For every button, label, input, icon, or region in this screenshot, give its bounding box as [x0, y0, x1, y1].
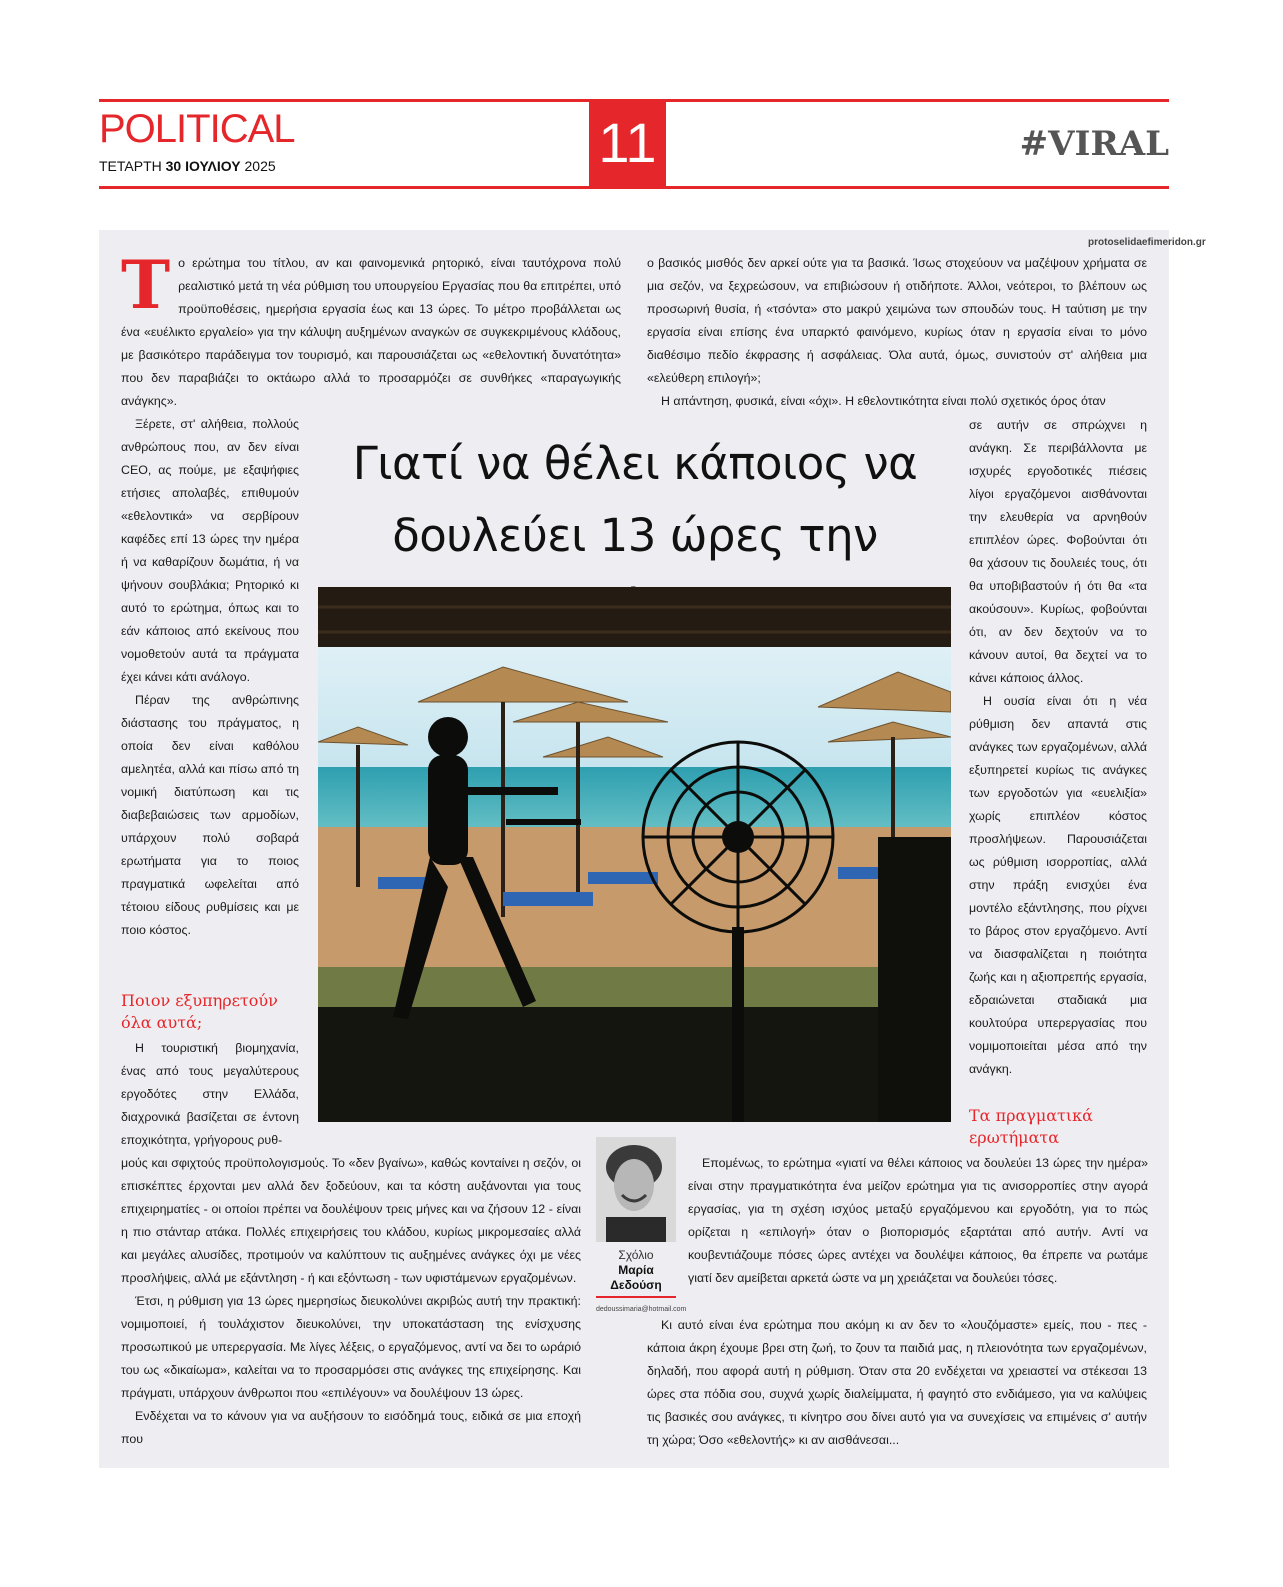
beach-bar-photo — [318, 587, 951, 1122]
right-top-paragraph-2: Η απάντηση, φυσικά, είναι «όχι». Η εθελοντικότητα είναι πολύ σχετικός όρος όταν — [661, 394, 1106, 408]
intro-paragraph — [121, 246, 621, 413]
intro-column — [121, 246, 621, 413]
right-bottom-paragraph-1: Επομένως, το ερώτημα «γιατί να θέλει κάποιος να δουλεύει 13 ώρες την ημέρα» είναι στην πραγματικότητα ένα μείζον ερώτημα για τις ανισορροπίες στην αγορά εργασίας, για τη σχέση ισχύος μεταξύ εργαζόμενου και εργοδότη, για το πώς ορίζεται η «επιλογή» όταν ο βιοπορισμός εξαρτάται από αυτήν. Αντί να κουβεντιάζουμε πόσες ώρες αντέχει να δουλέψει κάποιος, θα έπρεπε να ρωτάμε γιατί δεν αμείβεται αρκετά ώστε να μη χρειάζεται να δουλεύει τόσες. — [688, 1156, 1148, 1285]
left-paragraph-1: Ξέρετε, στ' αλήθεια, πολλούς ανθρώπους που, αν δεν είναι CEO, ας πούμε, με εξαψήφιες ετήσιες απολαβές, επιθυμούν «εθελοντικά» να σερβίρουν καφέδες επί 13 ώρες την ημέρα ή να καθαρίζουν δωμάτια, ή να ψήνουν σουβλάκια; Ρητορικό κι αυτό το ερώτημα, όπως και το εάν κάποιος από εκείνους που νομοθετούν αυτά τα πράγματα έχει κάνει κάτι ανάλογο. — [121, 417, 299, 684]
page-number: 11 — [589, 99, 666, 189]
right-paragraph-2: Η ουσία είναι ότι η νέα ρύθμιση δεν απαντά στις ανάγκες των εργαζομένων, αλλά εξυπηρετεί κυρίως τις ανάγκες των εργοδοτών για «ευελιξία» χωρίς επιπλέον κόστος προσλήψεων. Παρουσιάζεται ως ρύθμιση ισορροπίας, αλλά στην πράξη ενισχύει ένα μοντέλο εξάντλησης, που ρίχνει το βάρος στον εργαζόμενο. Αντί να διασφαλίζεται η ποιότητα ζωής και η αξιοπρεπής εργασία, εδραιώνεται σταδιακά μια κουλτούρα υπερεργασίας που νομιμοποιείται μέσα από την ανάγκη. — [969, 694, 1147, 1076]
issue-day-month: 30 ΙΟΥΛΙΟΥ — [165, 158, 241, 174]
bottom-paragraph-3: Ενδέχεται να το κάνουν για να αυξήσουν το εισόδημά τους, ειδικά σε μια εποχή που — [121, 1409, 581, 1446]
section-tag: #VIRAL — [1019, 124, 1169, 164]
right-paragraph-1: σε αυτήν σε σπρώχνει η ανάγκη. Σε περιβάλλοντα με ισχυρές εργοδοτικές πιέσεις λίγοι εργαζόμενοι αισθάνονται την ελευθερία να αρνηθούν επιπλέον ώρες. Φοβούνται ότι θα χάσουν τις δουλειές τους, ότι θα υποβιβαστούν ή ότι θα «τα ακούσουν». Κυρίως, φοβούνται ότι, αν δεν δεχτούν να το κάνουν αυτοί, θα δεχτεί να το κάνει κάποιος άλλος. — [969, 418, 1147, 685]
right-top-paragraph-1: ο βασικός μισθός δεν αρκεί ούτε για τα βασικά. Ίσως στοχεύουν να μαζέψουν χρήματα σε μια σεζόν, να ξεχρεώσουν, να επιβιώσουν ή οτιδήποτε. Άλλοι, νεότεροι, το βλέπουν ως προσωρινή θυσία, ή «τσόντα» στο μακρύ χειμώνα των σπουδών τους. Η ταύτιση με την εργασία είναι επίσης ένα υπαρκτό φαινόμενο, κυρίως όταν η εργασία είναι το μόνο διαθέσιμο πεδίο έκφρασης ή ασφάλειας. Όλα αυτά, όμως, συνιστούν στ' αλήθεια μια «ελεύθερη επιλογή»; — [647, 256, 1147, 385]
headline: Γιατί να θέλει κάποιος να δουλεύει 13 ώρες την — [352, 437, 918, 562]
watermark: protoselidaefimeridon.gr — [1088, 237, 1206, 248]
issue-date — [99, 158, 276, 174]
author-portrait — [596, 1137, 676, 1242]
author-photo — [596, 1137, 676, 1242]
right-bottom-paragraph-2: Κι αυτό είναι ένα ερώτημα που ακόμη κι αν δεν το «λουζόμαστε» εμείς, που - πες - κάποια άκρη έχουμε βρει στη ζωή, το ζουν τα παιδιά μας, η πλειονότητα των εργαζομένων, δηλαδή, που αφορά αυτή η ρύθμιση. Όταν στα 20 ενδέχεται να χρειαστεί να στέκεσαι 13 ώρες στα πόδια σου, συχνά χωρίς διαλείμματα, ή φαγητό στο ενδιάμεσο, για να καλύψεις τις βασικές σου ανάγκες, τι κίνητρο σου δίνει αυτό για να συνεχίσεις να επιμένεις σ' αυτήν τη χώρα; Όσο «εθελοντής» κι αν αισθάνεσαι... — [647, 1318, 1147, 1447]
left-paragraph-3: Η τουριστική βιομηχανία, ένας από τους μεγαλύτερους εργοδότες στην Ελλάδα, διαχρονικά βασίζεται σε έντονη εποχικότητα, γρήγορους ρυθ- — [121, 1041, 299, 1147]
right-column — [969, 414, 1147, 1081]
subhead-real-questions: Τα πραγματικά ερωτήματα — [969, 1106, 1093, 1147]
bottom-paragraph-1: μούς και σφιχτούς προϋπολογισμούς. Το «δεν βγαίνω», καθώς κονταίνει η σεζόν, οι επισκέπτες έρχονται μεν αλλά δεν ξοδεύουν, και τα κόστη αυξάνονται για τους επιχειρηματίες - οι οποίοι πρέπει να δουλέψουν τρεις μήνες και να ζήσουν 12 - είναι η πιο στάνταρ ατάκα. Πολλές επιχειρήσεις του κλάδου, κυρίως μικρομεσαίες αλλά και μεγάλες αλυσίδες, προτιμούν να καλύπτουν τις αυξημένες ανάγκες όχι με νέες προσλήψεις, αλλά με εξάντληση - ή και εξόντωση - των υφιστάμενων εργαζομένων. — [121, 1156, 581, 1285]
right-top-column — [647, 252, 1147, 413]
drop-cap: Τ — [121, 246, 171, 324]
issue-day: ΤΕΤΑΡΤΗ — [99, 158, 162, 174]
right-bottom-column-wide — [647, 1314, 1147, 1452]
byline-author-name: Μαρία Δεδούση — [610, 1263, 662, 1292]
bottom-left-column — [121, 1152, 581, 1451]
subhead-who-benefits: Ποιον εξυπηρετούν όλα αυτά; — [121, 991, 278, 1032]
left-column — [121, 413, 299, 942]
article-photo — [318, 587, 951, 1122]
section-title: POLITICAL — [99, 107, 295, 151]
byline-divider — [596, 1296, 676, 1298]
left-paragraph-2: Πέραν της ανθρώπινης διάστασης του πράγματος, η οποία δεν είναι καθόλου αμελητέα, αλλά και πίσω από τη νομική διατύπωση και τις διαβεβαιώσεις των αρμοδίων, υπάρχουν πολύ σοβαρά ερωτήματα για το ποιος πραγματικά ωφελείται από τέτοιου είδους ρυθμίσεις και με ποιο κόστος. — [121, 693, 299, 937]
bottom-paragraph-2: Έτσι, η ρύθμιση για 13 ώρες ημερησίως διευκολύνει ακριβώς αυτή την πρακτική: νομιμοποιεί, ή τουλάχιστον διευκολύνει, την υποκατάσταση της ενίσχυσης προσωπικού με υπερεργασία. Με λίγες λέξεις, ο εργαζόμενος, αντί να δει το ωράριό του ως «δικαίωμα», καλείται να το προσαρμόσει στις ανάγκες της επιχείρησης. Και πράγματι, υπάρχουν άνθρωποι που «επιλέγουν» να δουλέψουν 13 ώρες. — [121, 1294, 581, 1400]
left-column-lower — [121, 1037, 299, 1152]
byline-email: dedoussimaria@hotmail.com — [596, 1306, 687, 1313]
right-bottom-column — [688, 1152, 1148, 1290]
byline — [596, 1248, 687, 1317]
intro-text: ο ερώτημα του τίτλου, αν και φαινομενικά ρητορικό, είναι ταυτόχρονα πολύ ρεαλιστικό μετά τη νέα ρύθμιση του υπουργείου Εργασίας που θα επιτρέπει, υπό προϋποθέσεις, ημερήσια εργασία έως και 13 ώρες. Το μέτρο προβάλλεται ως ένα «ευέλικτο εργαλείο» για την κάλυψη αυξημένων αναγκών σε συγκεκριμένους κλάδους, με βασικότερο παράδειγμα τον τουρισμό, και παρουσιάζεται ως «εθελοντική δυνατότητα» που δεν παραβιάζει το οκτάωρο αλλά το προσαρμόζει σε συνθήκες «παραγωγικής ανάγκης». — [121, 256, 621, 408]
issue-year: 2025 — [244, 158, 276, 174]
byline-label: Σχόλιο — [618, 1248, 654, 1262]
